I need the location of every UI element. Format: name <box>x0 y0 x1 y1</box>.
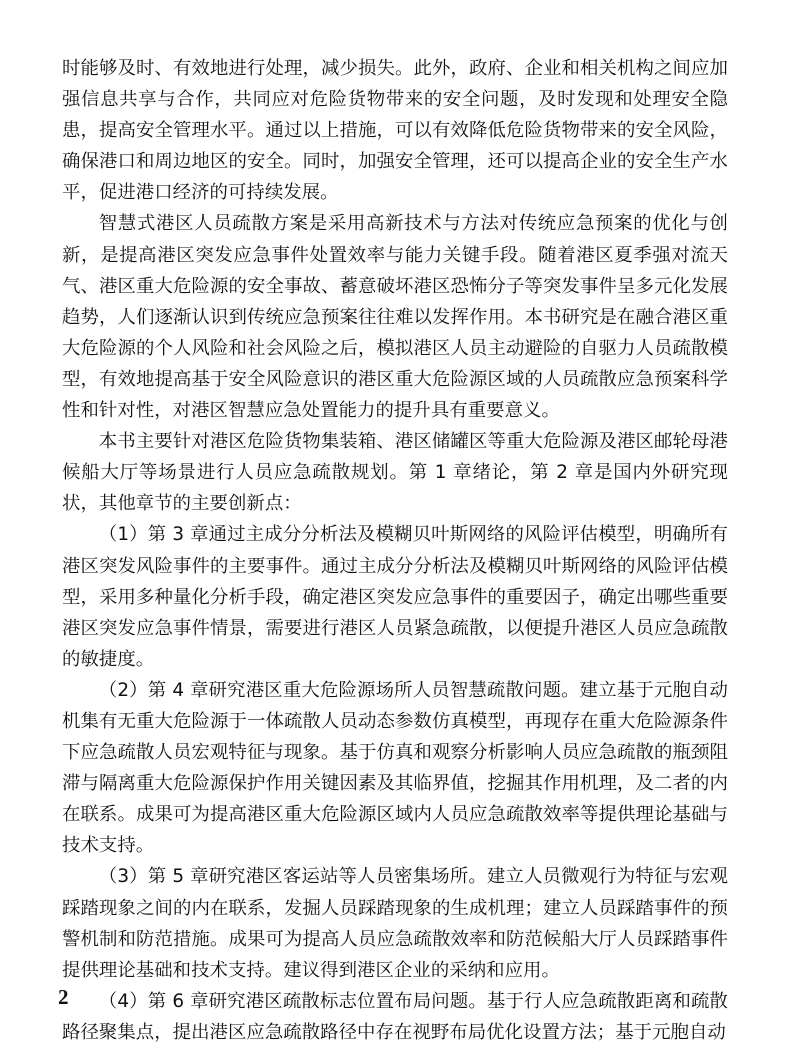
paragraph-1: 时能够及时、有效地进行处理，减少损失。此外，政府、企业和相关机构之间应加强信息共享与合作，共同应对危险货物带来的安全问题，及时发现和处理安全隐患，提高安全管理水平。通过以上措施，可以有效降低危险货物带来的安全风险，确保港口和周边地区的安全。同时，加强安全管理，还可以提高企业的安全生产水平，促进港口经济的可持续发展。 <box>62 58 728 204</box>
page-number: 2 <box>58 985 69 1009</box>
paragraph-3: 本书主要针对港区危险货物集装箱、港区储罐区等重大危险源及港区邮轮母港候船大厅等场景进行人员应急疏散规划。第 1 章绪论，第 2 章是国内外研究现状，其他章节的主要创新点： <box>62 431 728 515</box>
paragraph-6: （3）第 5 章研究港区客运站等人员密集场所。建立人员微观行为特征与宏观踩踏现象之间的内在联系，发掘人员踩踏现象的生成机理；建立人员踩踏事件的预警机制和防范措施。成果可为提高人员应急疏散效率和防范候船大厅人员踩踏事件提供理论基础和技术支持。建议得到港区企业的采纳和应用。 <box>62 866 728 981</box>
paragraph-2: 智慧式港区人员疏散方案是采用高新技术与方法对传统应急预案的优化与创新，是提高港区突发应急事件处置效率与能力关键手段。随着港区夏季强对流天气、港区重大危险源的安全事故、蓄意破坏港区恐怖分子等突发事件呈多元化发展趋势，人们逐渐认识到传统应急预案往往难以发挥作用。本书研究是在融合港区重大危险源的个人风险和社会风险之后，模拟港区人员主动避险的自驱力人员疏散模型，有效地提高基于安全风险意识的港区重大危险源区域的人员疏散应急预案科学性和针对性，对港区智慧应急处置能力的提升具有重要意义。 <box>62 213 728 422</box>
page-body <box>62 0 728 1048</box>
paragraph-7: （4）第 6 章研究港区疏散标志位置布局问题。基于行人应急疏散距离和疏散路径聚集点，提出港区应急疏散路径中存在视野布局优化设置方法；基于元胞自动 <box>62 990 728 1043</box>
paragraph-5: （2）第 4 章研究港区重大危险源场所人员智慧疏散问题。建立基于元胞自动机集有无重大危险源于一体疏散人员动态参数仿真模型，再现存在重大危险源条件下应急疏散人员宏观特征与现象。基于仿真和观察分析影响人员应急疏散的瓶颈阻滞与隔离重大危险源保护作用关键因素及其临界值，挖掘其作用机理，及二者的内在联系。成果可为提高港区重大危险源区域内人员应急疏散效率等提供理论基础与技术支持。 <box>62 679 728 857</box>
paragraph-4: （1）第 3 章通过主成分分析法及模糊贝叶斯网络的风险评估模型，明确所有港区突发风险事件的主要事件。通过主成分分析法及模糊贝叶斯网络的风险评估模型，采用多种量化分析手段，确定港区突发应急事件的重要因子，确定出哪些重要港区突发应急事件情景，需要进行港区人员紧急疏散，以便提升港区人员应急疏散的敏捷度。 <box>62 524 728 670</box>
